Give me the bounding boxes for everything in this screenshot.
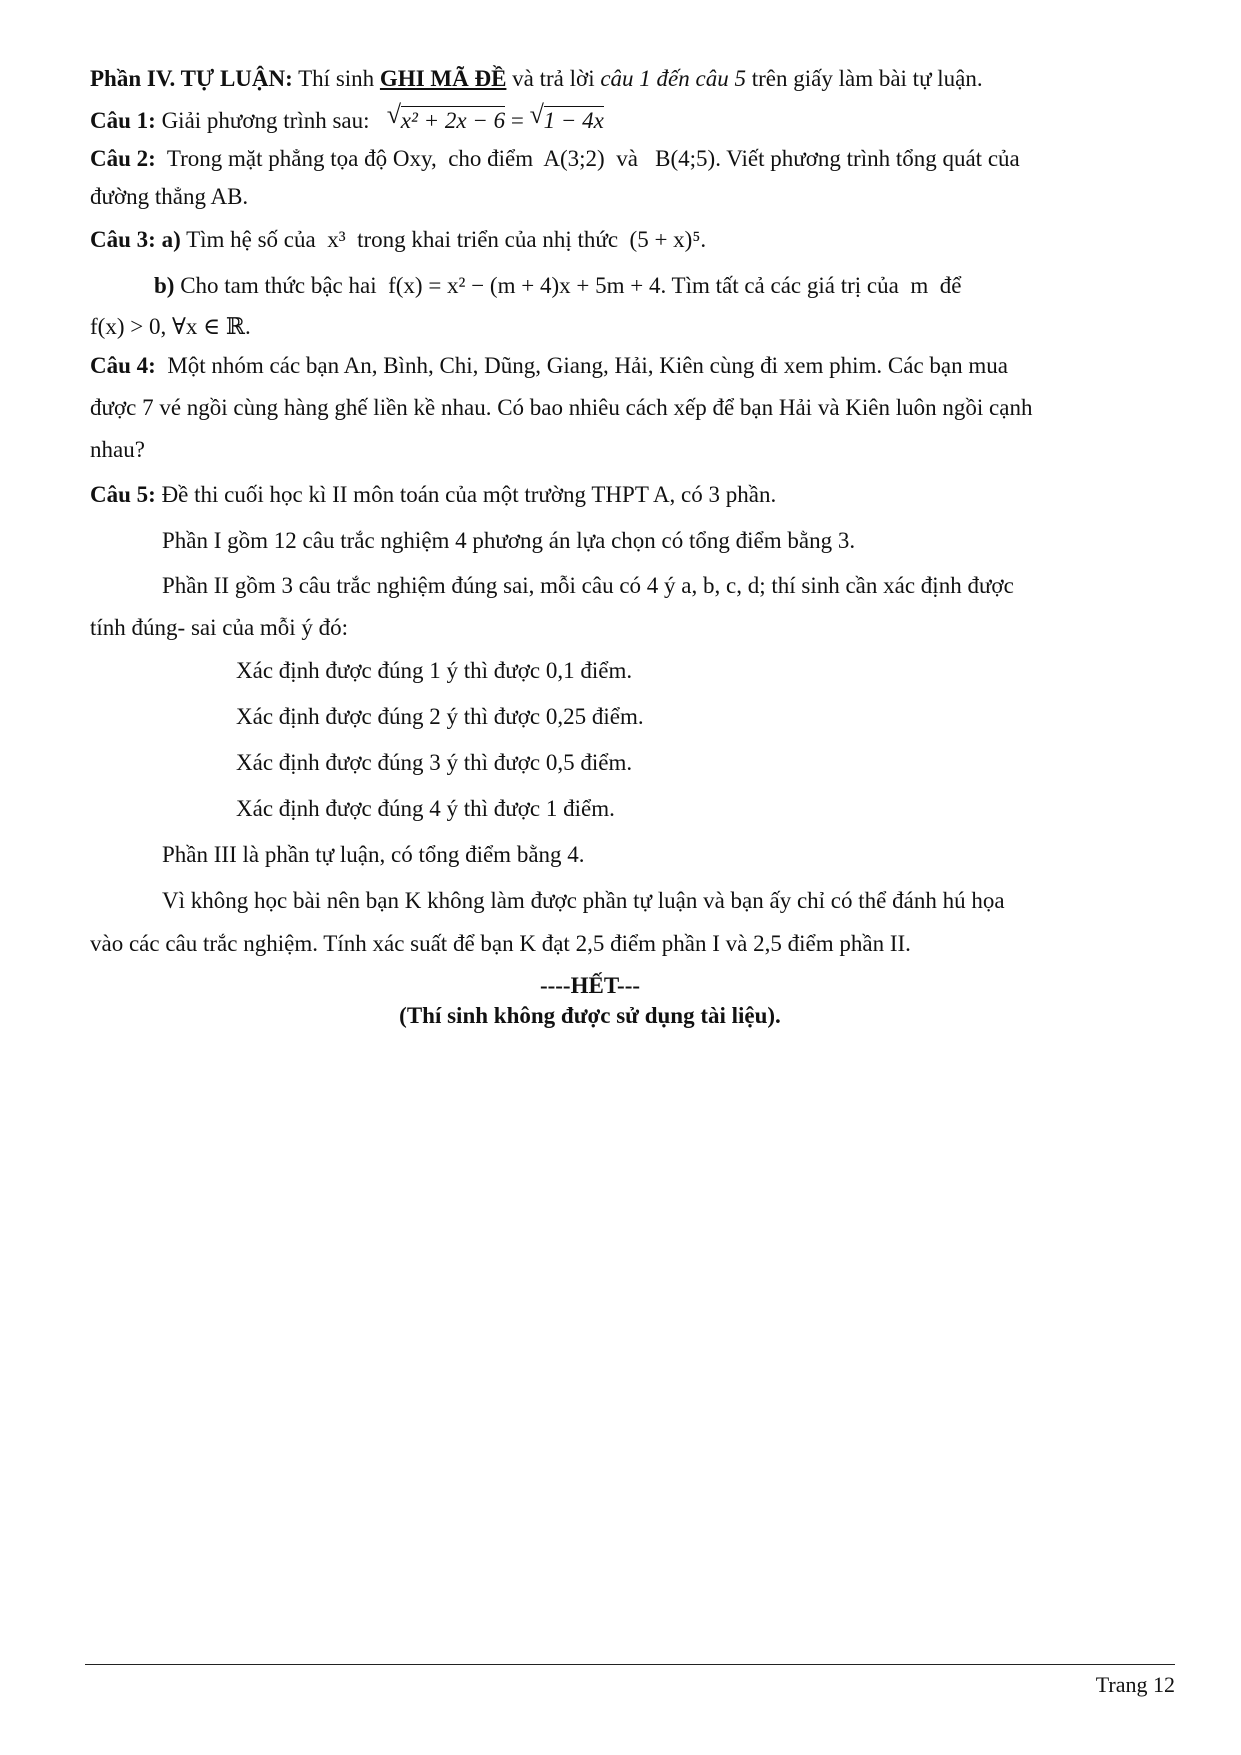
q5-rule-2: Xác định được đúng 2 ý thì được 0,25 điểm. [236,704,644,729]
q5-reason: Vì không học bài nên bạn K không làm được phần tự luận và bạn ấy chỉ có thể đánh hú họa [162,888,1005,913]
end-marker: ----HẾT--- [539,973,641,998]
q5-rule-3: Xác định được đúng 3 ý thì được 0,5 điểm. [236,750,633,775]
q5-rule-4: Xác định được đúng 4 ý thì được 1 điểm. [236,796,615,821]
part-iv-header: Phần IV. TỰ LUẬN: Thí sinh GHI MÃ ĐỀ và trả lời câu 1 đến câu 5 trên giấy làm bài tự luận. [90,66,983,91]
question-4-line2: được 7 vé ngồi cùng hàng ghế liền kề nhau. Có bao nhiêu cách xếp để bạn Hải và Kiên luôn ngồi cạnh [90,395,1033,420]
question-5-label: Câu 5: [90,482,156,507]
sqrt-rhs: √ 1 − 4x [529,100,604,133]
q5-part3: Phần III là phần tự luận, có tổng điểm bằng 4. [162,842,585,867]
sqrt-lhs: √ x² + 2x − 6 [386,100,506,133]
question-5: Câu 5: Đề thi cuối học kì II môn toán của một trường THPT A, có 3 phần. [90,482,777,507]
q5-part2-line2: tính đúng- sai của mỗi ý đó: [90,615,349,640]
question-1-label: Câu 1: [90,108,156,133]
question-2-line2: đường thẳng AB. [90,184,249,209]
page-number: Trang 12 [1095,1672,1175,1697]
q5-part1: Phần I gồm 12 câu trắc nghiệm 4 phương án lựa chọn có tổng điểm bằng 3. [162,528,856,553]
part-label: Phần IV. TỰ LUẬN: [90,66,293,91]
question-3b-line2: f(x) > 0, ∀x ∈ ℝ. [90,314,251,339]
q5-reason-line2: vào các câu trắc nghiệm. Tính xác suất để bạn K đạt 2,5 điểm phần I và 2,5 điểm phần II. [90,931,911,956]
question-4-label: Câu 4: [90,353,156,378]
question-1: Câu 1: Giải phương trình sau: √ x² + 2x − 6 = √ 1 − 4x [90,100,604,133]
q5-part2: Phần II gồm 3 câu trắc nghiệm đúng sai, mỗi câu có 4 ý a, b, c, d; thí sinh cần xác định được [162,573,1014,598]
question-2-label: Câu 2: [90,146,156,171]
end-note: (Thí sinh không được sử dụng tài liệu). [399,1003,781,1028]
question-3a: Câu 3: a) Tìm hệ số của x³ trong khai triển của nhị thức (5 + x)⁵. [90,227,707,252]
q5-rule-1: Xác định được đúng 1 ý thì được 0,1 điểm. [236,658,633,683]
question-4: Câu 4: Một nhóm các bạn An, Bình, Chi, Dũng, Giang, Hải, Kiên cùng đi xem phim. Các bạn mua [90,353,1008,378]
question-3-label: Câu 3: [90,227,156,252]
question-2: Câu 2: Trong mặt phẳng tọa độ Oxy, cho điểm A(3;2) và B(4;5). Viết phương trình tổng quát của [90,146,1020,171]
question-4-line3: nhau? [90,437,145,462]
exam-code-instruction: GHI MÃ ĐỀ [379,66,507,91]
footer-divider [85,1664,1175,1665]
question-3b: b) Cho tam thức bậc hai f(x) = x² − (m + 4)x + 5m + 4. Tìm tất cả các giá trị của m để [154,273,962,298]
